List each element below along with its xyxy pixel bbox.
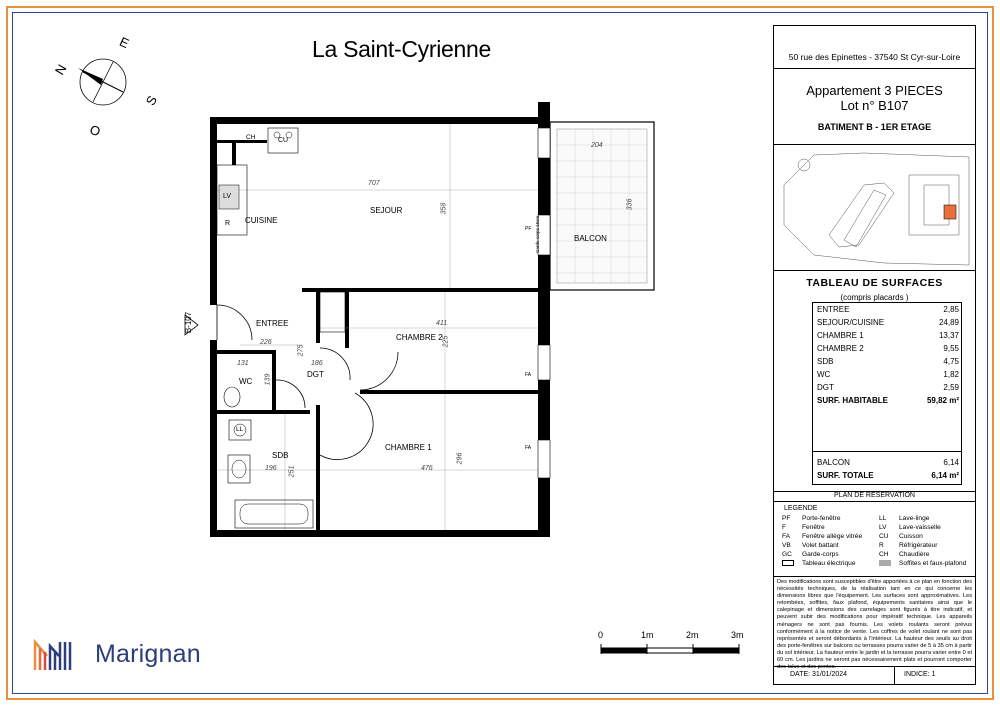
scale-bar-graphic [598, 630, 743, 665]
compass-rose-icon [50, 35, 170, 145]
legend-text: Tableau électrique [802, 560, 856, 567]
fixture-ll: LL [236, 426, 244, 433]
room-chambre2: CHAMBRE 2 [396, 333, 443, 342]
legend-code: GC [782, 551, 792, 558]
site-map [774, 145, 975, 271]
table-row: WC 1,82 [817, 370, 959, 379]
table-row: CHAMBRE 2 9,55 [817, 344, 959, 353]
dim-411: 411 [436, 320, 448, 327]
legend [774, 501, 975, 576]
scale-3m: 3m [731, 630, 744, 640]
legend-code: LV [879, 524, 887, 531]
dim-225: 225 [442, 335, 450, 348]
fixture-ch: CH [246, 134, 256, 141]
fixture-lv: LV [223, 193, 232, 200]
balcony-note: Garde-corps 15cm [535, 215, 541, 254]
fixture-r: R [225, 220, 231, 227]
balcon-row: BALCON 6,14 [817, 458, 959, 467]
scale-2m: 2m [686, 630, 699, 640]
dim-296: 296 [456, 452, 464, 465]
legend-text: Garde-corps [802, 551, 839, 558]
table-row: DGT 2,59 [817, 383, 959, 392]
dim-204: 204 [591, 142, 603, 149]
dim-251: 251 [288, 465, 296, 478]
legend-text: Fenêtre allège vitrée [802, 533, 863, 540]
divider [813, 451, 961, 452]
compass-o: O [87, 121, 103, 140]
fixture-cu: CU [278, 137, 289, 144]
dim-186: 186 [311, 360, 323, 367]
room-balcon: BALCON [574, 234, 607, 243]
room-dgt: DGT [307, 370, 324, 379]
legend-text: Volet battant [802, 542, 839, 549]
surface-habitable-row: SURF. HABITABLE 59,82 m² [817, 396, 959, 405]
legend-text: Cuisson [899, 533, 923, 540]
info-panel [773, 25, 976, 685]
plan-date: DATE: 31/01/2024 [790, 671, 848, 678]
room-cuisine: CUISINE [245, 216, 278, 225]
legend-code: CU [879, 533, 889, 540]
table-row: ENTREE 2,85 [817, 305, 959, 314]
dim-131: 131 [237, 360, 249, 367]
surfaces-table [812, 302, 962, 485]
electrical-panel-icon [782, 560, 794, 566]
divider [894, 666, 895, 684]
legend-title: LEGENDE [784, 505, 818, 512]
dim-275: 275 [297, 344, 305, 357]
dim-358: 358 [440, 202, 448, 215]
legend-text: Soffites et faux-plafond [899, 560, 967, 567]
table-row: CHAMBRE 1 13,37 [817, 331, 959, 340]
page-title: La Saint-Cyrienne [312, 36, 492, 62]
address: 50 rue des Epinettes - 37540 St Cyr-sur-Loire [788, 52, 961, 62]
table-row: SDB 4,75 [817, 357, 959, 366]
legend-code: PF [782, 515, 791, 522]
room-wc: WC [239, 377, 253, 386]
marignan-logo-icon [33, 636, 89, 672]
fixture-pf: PF [525, 226, 532, 232]
legend-code: FA [782, 533, 791, 540]
legend-code: VB [782, 542, 791, 549]
legend-text: Lave-linge [899, 515, 930, 522]
scale-1m: 1m [641, 630, 654, 640]
surfaces-title: TABLEAU DE SURFACES [806, 277, 943, 289]
brand-name: Marignan [95, 640, 201, 668]
scale-0: 0 [598, 630, 604, 640]
compass-e: E [117, 33, 132, 52]
legend-code: CH [879, 551, 889, 558]
apartment-type [774, 83, 975, 113]
disclaimer-notes: Des modifications sont susceptibles d'être apportées à ce plan en fonction des nécessités techniques, de la réalisation tant en ce qui concerne les dimensions libres que l'équipement. Les surfaces sont approximatives. Les retombées, soffites, faux plafond, équipements sanitaires ainsi que le calepinage et dimensions des carrelages sont figurés à titre indicatif, et peuvent subir des modifications pour impératif technique. Les appareils ménagers ne sont pas fournis. Les volets roulants seront prévus conformément à la notice de vente. Les coffres de volet roulant ne sont pas représentés et seront débordants à l'intérieur. La hauteur des seuils au droit des porte-fenêtres sur balcons ou terrasses pourra varier de 5 à 35 cm à partir du sol intérieur. La hauteur entre le jardin et la terrasse pourra varier entre 0 et 60 cm. Les jardins ne seront pas nécessairement plats et pourront comporter des talus et des pentes. [774, 576, 975, 667]
floor-plan [180, 100, 660, 540]
legend-text: Chaudière [899, 551, 930, 558]
compass-s: S [142, 92, 160, 109]
legend-text: Porte-fenêtre [802, 515, 841, 522]
batiment: BATIMENT B - 1ER ETAGE [817, 122, 932, 132]
dim-476: 476 [421, 465, 433, 472]
apartment-type-text: Appartement 3 PIECES [806, 83, 943, 98]
room-entree: ENTREE [256, 319, 289, 328]
fixture-fa-2: FA [525, 445, 532, 451]
plan-indice: INDICE: 1 [904, 671, 936, 678]
divider [774, 68, 975, 69]
legend-code: F [782, 524, 787, 531]
table-row: SEJOUR/CUISINE 24,89 [817, 318, 959, 327]
dim-196: 196 [265, 465, 277, 472]
scale-bar [598, 630, 743, 665]
divider [774, 666, 975, 667]
door-label: B-107 [184, 311, 194, 334]
dim-226: 226 [260, 339, 272, 346]
legend-text: Lave-vaisselle [899, 524, 941, 531]
room-sdb: SDB [272, 451, 289, 460]
legend-text: Réfrigérateur [899, 542, 938, 549]
dim-336: 336 [626, 198, 634, 211]
dim-139: 139 [264, 373, 272, 386]
apartment-lot: Lot n° B107 [840, 98, 909, 113]
surface-totale-row: SURF. TOTALE 6,14 m² [817, 471, 959, 480]
compass [50, 35, 170, 145]
legend-text: Fenêtre [802, 524, 825, 531]
dim-707: 707 [368, 180, 380, 187]
floor-plan-drawing [180, 100, 660, 540]
divider [774, 270, 975, 271]
room-sejour: SEJOUR [370, 206, 403, 215]
room-chambre1: CHAMBRE 1 [385, 443, 432, 452]
soffit-icon [879, 560, 891, 566]
compass-n: N [51, 61, 70, 78]
legend-code: LL [879, 515, 887, 522]
legend-header: PLAN DE RESERVATION [834, 492, 915, 499]
legend-code: R [879, 542, 884, 549]
fixture-fa-1: FA [525, 372, 532, 378]
surfaces-subtitle: (compris placards ) [840, 293, 909, 302]
